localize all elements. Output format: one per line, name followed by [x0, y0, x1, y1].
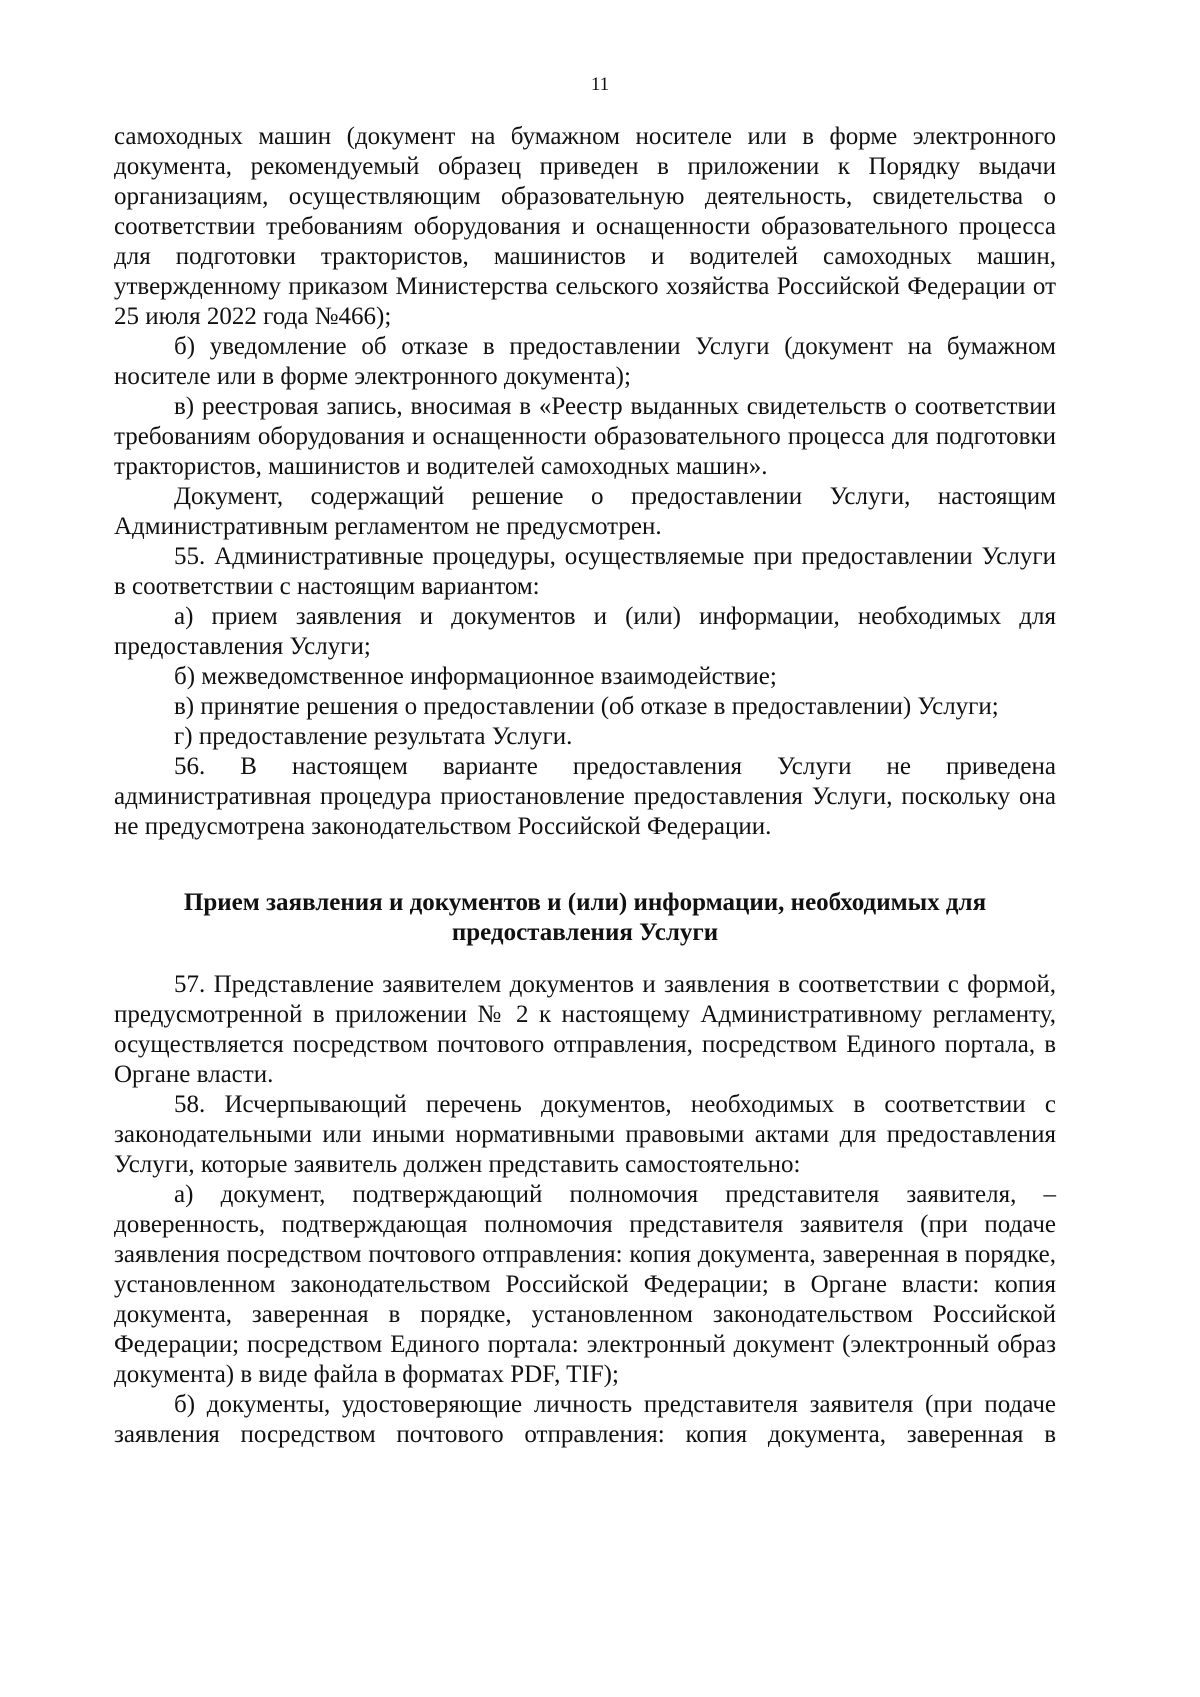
paragraph-decision-document: Документ, содержащий решение о предоставлении Услуги, настоящим Административным регламентом не предусмотрен.: [114, 483, 1056, 540]
paragraph-57: 57. Представление заявителем документов и заявления в соответствии с формой, предусмотренной в приложении № 2 к настоящему Административному регламенту, осуществляется посредством почтового отправления, посредством Единого портала, в Органе власти.: [114, 971, 1056, 1088]
paragraph-55-v: в) принятие решения о предоставлении (об отказе в предоставлении) Услуги;: [174, 693, 999, 720]
section-heading: Прием заявления и документов и (или) информации, необходимых для предоставления Услуги: [183, 889, 987, 946]
paragraph-55-a: а) прием заявления и документов и (или) информации, необходимых для предоставления Услуги;: [114, 603, 1056, 660]
paragraph-58-b: б) документы, удостоверяющие личность представителя заявителя (при подаче заявления посредством почтового отправления: копия документа, заверенная в: [114, 1391, 1056, 1448]
page-number: 11: [590, 74, 610, 95]
paragraph-58-a: а) документ, подтверждающий полномочия представителя заявителя, – доверенность, подтверждающая полномочия представителя заявителя (при подаче заявления посредством почтового отправления: копия документа, заверенная в порядке, установленном законодательством Российской Федерации; в Органе власти: копия документа, заверенная в порядке, установленном законодательством Российской Федерации; посредством Единого портала: электронный документ (электронный образ документа) в виде файла в форматах PDF, TIF);: [114, 1181, 1056, 1388]
paragraph-55: 55. Административные процедуры, осуществляемые при предоставлении Услуги в соответствии с настоящим вариантом:: [114, 543, 1056, 600]
paragraph-55-b: б) межведомственное информационное взаимодействие;: [174, 663, 777, 690]
paragraph-continuation: самоходных машин (документ на бумажном носителе или в форме электронного документа, рекомендуемый образец приведен в приложении к Порядку выдачи организациям, осуществляющим образовательную деятельность, свидетельства о соответствии требованиям оборудования и оснащенности образовательного процесса для подготовки трактористов, машинистов и водителей самоходных машин, утвержденному приказом Министерства сельского хозяйства Российской Федерации от 25 июля 2022 года №466);: [114, 123, 1056, 330]
paragraph-55-g: г) предоставление результата Услуги.: [174, 723, 573, 750]
paragraph-56: 56. В настоящем варианте предоставления Услуги не приведена административная процедура приостановление предоставления Услуги, поскольку она не предусмотрена законодательством Российской Федерации.: [114, 753, 1056, 840]
paragraph-58: 58. Исчерпывающий перечень документов, необходимых в соответствии с законодательными или иными нормативными правовыми актами для предоставления Услуги, которые заявитель должен представить самостоятельно:: [114, 1091, 1056, 1178]
document-body: [114, 122, 1056, 1450]
paragraph-item-b-notice: б) уведомление об отказе в предоставлении Услуги (документ на бумажном носителе или в форме электронного документа);: [114, 333, 1056, 390]
paragraph-item-v-registry: в) реестровая запись, вносимая в «Реестр выданных свидетельств о соответствии требованиям оборудования и оснащенности образовательного процесса для подготовки трактористов, машинистов и водителей самоходных машин».: [114, 393, 1056, 480]
